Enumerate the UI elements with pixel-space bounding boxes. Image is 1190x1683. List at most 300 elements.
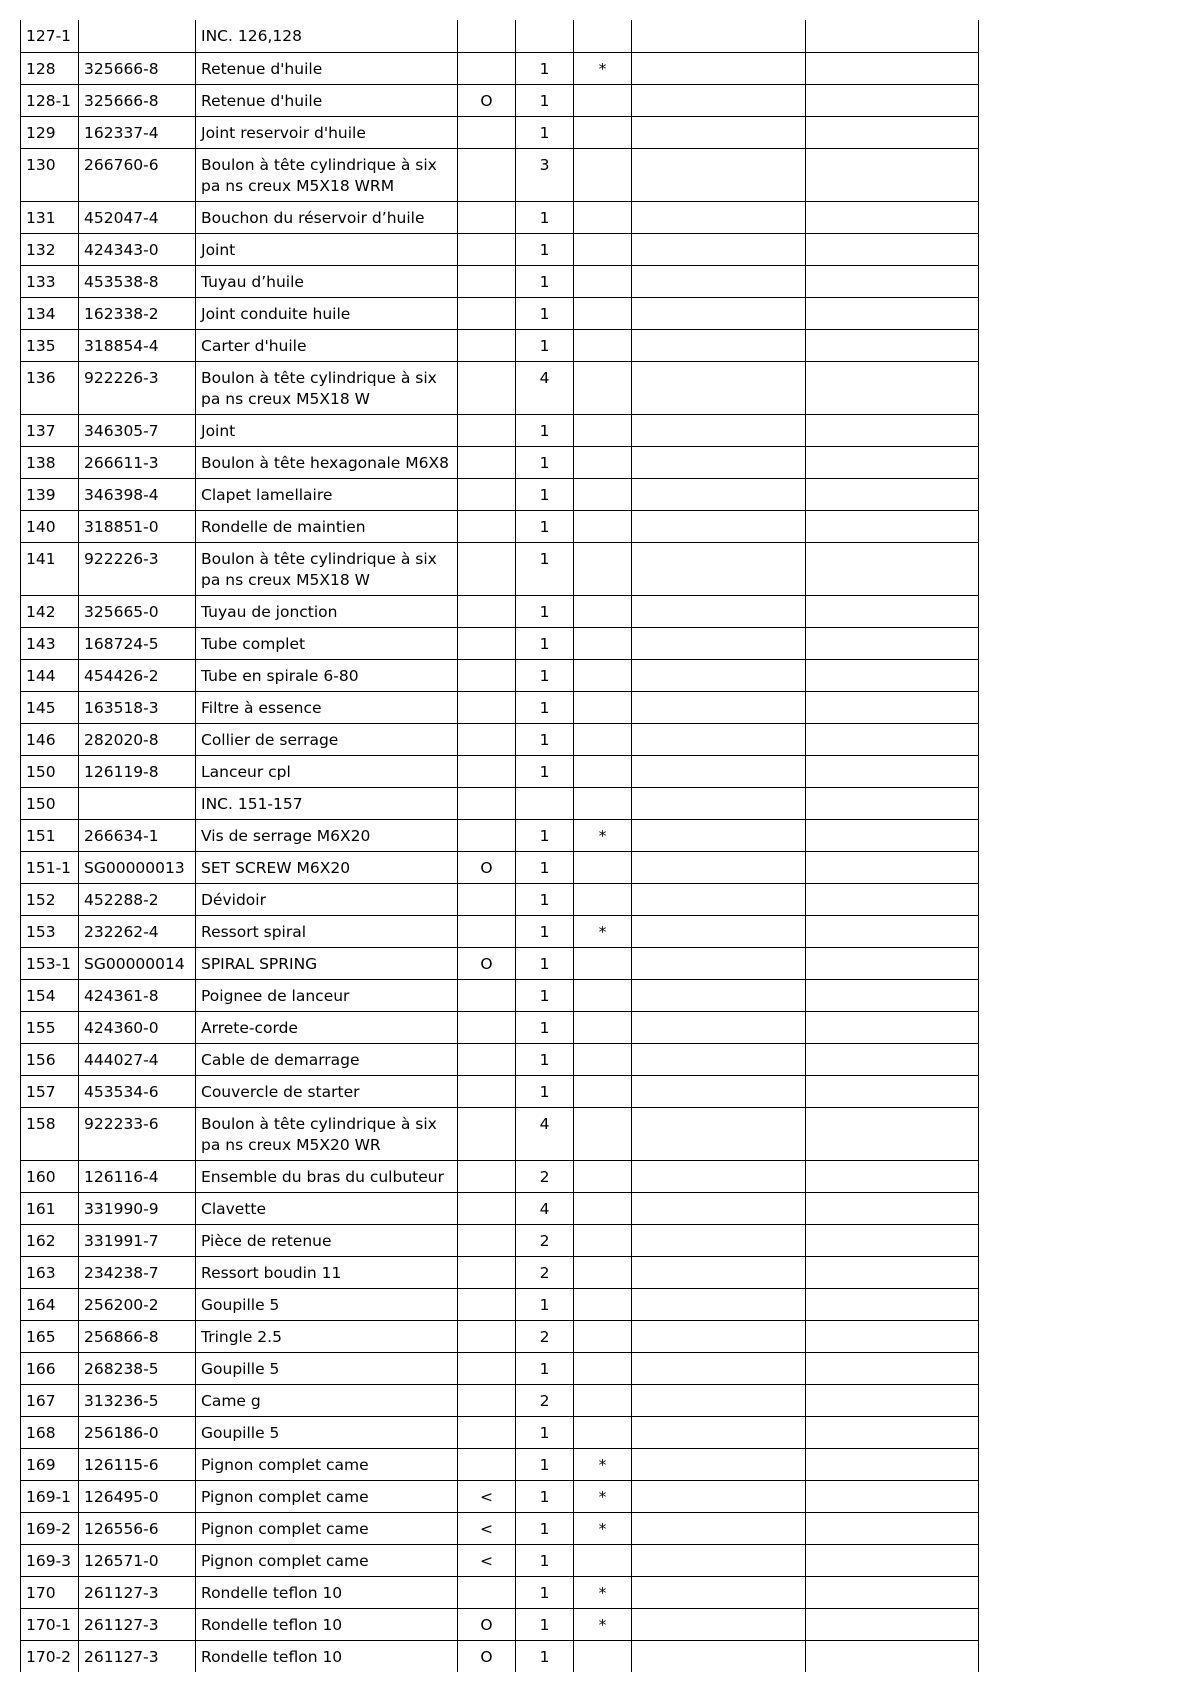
- part-number-cell: 261127-3: [79, 1576, 196, 1608]
- empty-cell: [632, 1256, 806, 1288]
- quantity-cell: 1: [516, 1075, 574, 1107]
- description-cell: Filtre à essence: [196, 691, 458, 723]
- part-number-cell: 234238-7: [79, 1256, 196, 1288]
- empty-cell: [806, 1043, 979, 1075]
- option-cell: O: [458, 1608, 516, 1640]
- option-cell: [458, 819, 516, 851]
- option-cell: [458, 1011, 516, 1043]
- description-cell: Rondelle teflon 10: [196, 1608, 458, 1640]
- mark-cell: [574, 1192, 632, 1224]
- description-cell: Boulon à tête cylindrique à six pa ns creux M5X18 W: [196, 542, 458, 595]
- part-number-cell: 452047-4: [79, 201, 196, 233]
- description-cell: Tube en spirale 6-80: [196, 659, 458, 691]
- quantity-cell: 1: [516, 1448, 574, 1480]
- empty-cell: [806, 819, 979, 851]
- empty-cell: [632, 542, 806, 595]
- part-number-cell: 444027-4: [79, 1043, 196, 1075]
- mark-cell: [574, 148, 632, 201]
- mark-cell: [574, 595, 632, 627]
- item-number-cell: 141: [21, 542, 79, 595]
- mark-cell: [574, 755, 632, 787]
- description-cell: Clapet lamellaire: [196, 478, 458, 510]
- quantity-cell: 1: [516, 233, 574, 265]
- empty-cell: [632, 723, 806, 755]
- quantity-cell: 1: [516, 819, 574, 851]
- item-number-cell: 163: [21, 1256, 79, 1288]
- option-cell: [458, 1416, 516, 1448]
- item-number-cell: 151: [21, 819, 79, 851]
- table-row: [21, 819, 979, 851]
- part-number-cell: 454426-2: [79, 659, 196, 691]
- item-number-cell: 135: [21, 329, 79, 361]
- part-number-cell: 268238-5: [79, 1352, 196, 1384]
- part-number-cell: 126116-4: [79, 1160, 196, 1192]
- empty-cell: [632, 1640, 806, 1672]
- table-row: [21, 1011, 979, 1043]
- mark-cell: [574, 1416, 632, 1448]
- mark-cell: [574, 233, 632, 265]
- empty-cell: [806, 1608, 979, 1640]
- quantity-cell: 1: [516, 1416, 574, 1448]
- table-row: [21, 1512, 979, 1544]
- description-cell: Goupille 5: [196, 1416, 458, 1448]
- table-row: [21, 1576, 979, 1608]
- mark-cell: [574, 1320, 632, 1352]
- mark-cell: [574, 201, 632, 233]
- option-cell: [458, 1160, 516, 1192]
- empty-cell: [806, 148, 979, 201]
- item-number-cell: 161: [21, 1192, 79, 1224]
- description-cell: Collier de serrage: [196, 723, 458, 755]
- empty-cell: [632, 1608, 806, 1640]
- empty-cell: [806, 20, 979, 52]
- empty-cell: [806, 414, 979, 446]
- table-row: [21, 361, 979, 414]
- item-number-cell: 162: [21, 1224, 79, 1256]
- part-number-cell: 126119-8: [79, 755, 196, 787]
- part-number-cell: 325666-8: [79, 84, 196, 116]
- mark-cell: [574, 851, 632, 883]
- quantity-cell: 1: [516, 116, 574, 148]
- quantity-cell: 1: [516, 1640, 574, 1672]
- option-cell: [458, 787, 516, 819]
- quantity-cell: 1: [516, 1043, 574, 1075]
- item-number-cell: 168: [21, 1416, 79, 1448]
- item-number-cell: 169-1: [21, 1480, 79, 1512]
- option-cell: [458, 1192, 516, 1224]
- quantity-cell: 1: [516, 478, 574, 510]
- description-cell: SPIRAL SPRING: [196, 947, 458, 979]
- item-number-cell: 137: [21, 414, 79, 446]
- option-cell: [458, 1320, 516, 1352]
- part-number-cell: 453538-8: [79, 265, 196, 297]
- part-number-cell: 261127-3: [79, 1640, 196, 1672]
- part-number-cell: [79, 20, 196, 52]
- quantity-cell: 1: [516, 414, 574, 446]
- table-row: [21, 116, 979, 148]
- part-number-cell: SG00000014: [79, 947, 196, 979]
- item-number-cell: 150: [21, 787, 79, 819]
- part-number-cell: 232262-4: [79, 915, 196, 947]
- quantity-cell: 1: [516, 1288, 574, 1320]
- item-number-cell: 136: [21, 361, 79, 414]
- option-cell: [458, 1043, 516, 1075]
- empty-cell: [806, 265, 979, 297]
- table-row: [21, 20, 979, 52]
- empty-cell: [632, 1576, 806, 1608]
- option-cell: [458, 659, 516, 691]
- mark-cell: [574, 265, 632, 297]
- empty-cell: [806, 329, 979, 361]
- part-number-cell: SG00000013: [79, 851, 196, 883]
- part-number-cell: 331991-7: [79, 1224, 196, 1256]
- table-row: [21, 265, 979, 297]
- quantity-cell: 1: [516, 84, 574, 116]
- empty-cell: [632, 1448, 806, 1480]
- empty-cell: [806, 915, 979, 947]
- table-row: [21, 851, 979, 883]
- option-cell: [458, 1384, 516, 1416]
- description-cell: Boulon à tête hexagonale M6X8: [196, 446, 458, 478]
- mark-cell: *: [574, 1576, 632, 1608]
- mark-cell: [574, 1384, 632, 1416]
- table-row: [21, 1043, 979, 1075]
- part-number-cell: 331990-9: [79, 1192, 196, 1224]
- table-row: [21, 1544, 979, 1576]
- empty-cell: [632, 1224, 806, 1256]
- empty-cell: [806, 1288, 979, 1320]
- item-number-cell: 155: [21, 1011, 79, 1043]
- quantity-cell: 1: [516, 979, 574, 1011]
- mark-cell: *: [574, 1448, 632, 1480]
- part-number-cell: 266760-6: [79, 148, 196, 201]
- description-cell: INC. 126,128: [196, 20, 458, 52]
- item-number-cell: 130: [21, 148, 79, 201]
- empty-cell: [632, 148, 806, 201]
- empty-cell: [806, 1075, 979, 1107]
- quantity-cell: 1: [516, 595, 574, 627]
- description-cell: Bouchon du réservoir d’huile: [196, 201, 458, 233]
- empty-cell: [632, 819, 806, 851]
- empty-cell: [632, 1192, 806, 1224]
- item-number-cell: 132: [21, 233, 79, 265]
- table-row: [21, 148, 979, 201]
- option-cell: O: [458, 947, 516, 979]
- item-number-cell: 139: [21, 478, 79, 510]
- empty-cell: [632, 979, 806, 1011]
- option-cell: [458, 915, 516, 947]
- quantity-cell: 1: [516, 1352, 574, 1384]
- empty-cell: [806, 201, 979, 233]
- table-row: [21, 1075, 979, 1107]
- mark-cell: [574, 329, 632, 361]
- description-cell: INC. 151-157: [196, 787, 458, 819]
- mark-cell: [574, 787, 632, 819]
- description-cell: Joint conduite huile: [196, 297, 458, 329]
- part-number-cell: 282020-8: [79, 723, 196, 755]
- item-number-cell: 169: [21, 1448, 79, 1480]
- quantity-cell: 1: [516, 723, 574, 755]
- empty-cell: [806, 1256, 979, 1288]
- empty-cell: [806, 659, 979, 691]
- quantity-cell: 1: [516, 755, 574, 787]
- part-number-cell: 346305-7: [79, 414, 196, 446]
- description-cell: Pignon complet came: [196, 1544, 458, 1576]
- part-number-cell: 318851-0: [79, 510, 196, 542]
- quantity-cell: 2: [516, 1320, 574, 1352]
- empty-cell: [632, 947, 806, 979]
- item-number-cell: 158: [21, 1107, 79, 1160]
- empty-cell: [806, 1416, 979, 1448]
- description-cell: Tuyau de jonction: [196, 595, 458, 627]
- empty-cell: [806, 691, 979, 723]
- part-number-cell: 256200-2: [79, 1288, 196, 1320]
- empty-cell: [632, 787, 806, 819]
- table-row: [21, 201, 979, 233]
- quantity-cell: 1: [516, 297, 574, 329]
- mark-cell: [574, 116, 632, 148]
- mark-cell: [574, 1107, 632, 1160]
- table-row: [21, 723, 979, 755]
- part-number-cell: 261127-3: [79, 1608, 196, 1640]
- table-row: [21, 947, 979, 979]
- item-number-cell: 129: [21, 116, 79, 148]
- option-cell: [458, 414, 516, 446]
- description-cell: Tube complet: [196, 627, 458, 659]
- part-number-cell: 266611-3: [79, 446, 196, 478]
- item-number-cell: 138: [21, 446, 79, 478]
- mark-cell: [574, 1160, 632, 1192]
- description-cell: Rondelle teflon 10: [196, 1640, 458, 1672]
- empty-cell: [806, 510, 979, 542]
- mark-cell: [574, 84, 632, 116]
- item-number-cell: 134: [21, 297, 79, 329]
- empty-cell: [806, 1320, 979, 1352]
- empty-cell: [632, 297, 806, 329]
- empty-cell: [806, 723, 979, 755]
- empty-cell: [806, 883, 979, 915]
- empty-cell: [632, 116, 806, 148]
- empty-cell: [632, 1043, 806, 1075]
- empty-cell: [632, 329, 806, 361]
- empty-cell: [806, 361, 979, 414]
- table-row: [21, 1352, 979, 1384]
- part-number-cell: 126495-0: [79, 1480, 196, 1512]
- mark-cell: [574, 1224, 632, 1256]
- mark-cell: [574, 883, 632, 915]
- mark-cell: [574, 947, 632, 979]
- empty-cell: [632, 755, 806, 787]
- mark-cell: [574, 723, 632, 755]
- item-number-cell: 154: [21, 979, 79, 1011]
- empty-cell: [806, 1384, 979, 1416]
- option-cell: <: [458, 1480, 516, 1512]
- empty-cell: [632, 1288, 806, 1320]
- option-cell: [458, 148, 516, 201]
- description-cell: Retenue d'huile: [196, 84, 458, 116]
- table-row: [21, 233, 979, 265]
- quantity-cell: 1: [516, 947, 574, 979]
- quantity-cell: 3: [516, 148, 574, 201]
- item-number-cell: 152: [21, 883, 79, 915]
- table-row: [21, 755, 979, 787]
- description-cell: Ensemble du bras du culbuteur: [196, 1160, 458, 1192]
- description-cell: Boulon à tête cylindrique à six pa ns creux M5X18 W: [196, 361, 458, 414]
- option-cell: [458, 1288, 516, 1320]
- table-row: [21, 691, 979, 723]
- part-number-cell: 453534-6: [79, 1075, 196, 1107]
- mark-cell: [574, 627, 632, 659]
- description-cell: Clavette: [196, 1192, 458, 1224]
- description-cell: Lanceur cpl: [196, 755, 458, 787]
- description-cell: Pignon complet came: [196, 1512, 458, 1544]
- mark-cell: [574, 1640, 632, 1672]
- option-cell: <: [458, 1544, 516, 1576]
- table-row: [21, 659, 979, 691]
- quantity-cell: 4: [516, 1107, 574, 1160]
- mark-cell: [574, 1544, 632, 1576]
- option-cell: O: [458, 851, 516, 883]
- table-row: [21, 297, 979, 329]
- option-cell: [458, 1107, 516, 1160]
- item-number-cell: 153: [21, 915, 79, 947]
- mark-cell: [574, 361, 632, 414]
- item-number-cell: 128: [21, 52, 79, 84]
- table-row: [21, 1416, 979, 1448]
- quantity-cell: 4: [516, 1192, 574, 1224]
- mark-cell: *: [574, 1512, 632, 1544]
- empty-cell: [632, 201, 806, 233]
- empty-cell: [632, 851, 806, 883]
- mark-cell: [574, 20, 632, 52]
- description-cell: Ressort spiral: [196, 915, 458, 947]
- quantity-cell: 1: [516, 265, 574, 297]
- table-row: [21, 787, 979, 819]
- empty-cell: [632, 233, 806, 265]
- description-cell: Carter d'huile: [196, 329, 458, 361]
- item-number-cell: 127-1: [21, 20, 79, 52]
- quantity-cell: 1: [516, 1608, 574, 1640]
- empty-cell: [632, 627, 806, 659]
- option-cell: [458, 1075, 516, 1107]
- empty-cell: [806, 1544, 979, 1576]
- empty-cell: [632, 446, 806, 478]
- empty-cell: [806, 1640, 979, 1672]
- quantity-cell: [516, 787, 574, 819]
- part-number-cell: 318854-4: [79, 329, 196, 361]
- empty-cell: [806, 595, 979, 627]
- parts-list-table: [20, 20, 979, 1672]
- empty-cell: [806, 979, 979, 1011]
- mark-cell: *: [574, 1480, 632, 1512]
- part-number-cell: 346398-4: [79, 478, 196, 510]
- description-cell: Came g: [196, 1384, 458, 1416]
- mark-cell: [574, 1075, 632, 1107]
- empty-cell: [806, 542, 979, 595]
- description-cell: Goupille 5: [196, 1288, 458, 1320]
- table-row: [21, 510, 979, 542]
- empty-cell: [806, 1576, 979, 1608]
- quantity-cell: 1: [516, 542, 574, 595]
- mark-cell: *: [574, 52, 632, 84]
- table-row: [21, 1160, 979, 1192]
- empty-cell: [632, 883, 806, 915]
- description-cell: Tringle 2.5: [196, 1320, 458, 1352]
- empty-cell: [632, 84, 806, 116]
- item-number-cell: 143: [21, 627, 79, 659]
- description-cell: Retenue d'huile: [196, 52, 458, 84]
- item-number-cell: 165: [21, 1320, 79, 1352]
- item-number-cell: 144: [21, 659, 79, 691]
- option-cell: [458, 1256, 516, 1288]
- part-number-cell: 126556-6: [79, 1512, 196, 1544]
- quantity-cell: 1: [516, 1576, 574, 1608]
- empty-cell: [632, 595, 806, 627]
- item-number-cell: 157: [21, 1075, 79, 1107]
- table-row: [21, 1107, 979, 1160]
- empty-cell: [806, 1480, 979, 1512]
- table-row: [21, 1192, 979, 1224]
- table-row: [21, 84, 979, 116]
- mark-cell: [574, 478, 632, 510]
- description-cell: Joint reservoir d'huile: [196, 116, 458, 148]
- item-number-cell: 164: [21, 1288, 79, 1320]
- description-cell: Boulon à tête cylindrique à six pa ns creux M5X18 WRM: [196, 148, 458, 201]
- empty-cell: [632, 20, 806, 52]
- description-cell: Rondelle de maintien: [196, 510, 458, 542]
- table-row: [21, 1480, 979, 1512]
- empty-cell: [632, 915, 806, 947]
- option-cell: [458, 20, 516, 52]
- empty-cell: [806, 627, 979, 659]
- quantity-cell: 1: [516, 446, 574, 478]
- item-number-cell: 146: [21, 723, 79, 755]
- empty-cell: [632, 414, 806, 446]
- quantity-cell: 1: [516, 659, 574, 691]
- item-number-cell: 131: [21, 201, 79, 233]
- description-cell: Joint: [196, 233, 458, 265]
- empty-cell: [806, 1352, 979, 1384]
- quantity-cell: 1: [516, 1011, 574, 1043]
- item-number-cell: 151-1: [21, 851, 79, 883]
- empty-cell: [632, 1352, 806, 1384]
- table-row: [21, 414, 979, 446]
- empty-cell: [806, 1192, 979, 1224]
- empty-cell: [632, 691, 806, 723]
- item-number-cell: 153-1: [21, 947, 79, 979]
- part-number-cell: 424361-8: [79, 979, 196, 1011]
- empty-cell: [632, 265, 806, 297]
- description-cell: Boulon à tête cylindrique à six pa ns creux M5X20 WR: [196, 1107, 458, 1160]
- empty-cell: [806, 1160, 979, 1192]
- part-number-cell: [79, 787, 196, 819]
- item-number-cell: 128-1: [21, 84, 79, 116]
- mark-cell: [574, 691, 632, 723]
- item-number-cell: 140: [21, 510, 79, 542]
- description-cell: Poignee de lanceur: [196, 979, 458, 1011]
- empty-cell: [806, 1011, 979, 1043]
- part-number-cell: 325666-8: [79, 52, 196, 84]
- item-number-cell: 170-1: [21, 1608, 79, 1640]
- table-row: [21, 627, 979, 659]
- table-row: [21, 52, 979, 84]
- part-number-cell: 922226-3: [79, 361, 196, 414]
- option-cell: [458, 361, 516, 414]
- option-cell: [458, 265, 516, 297]
- option-cell: [458, 1448, 516, 1480]
- option-cell: [458, 723, 516, 755]
- part-number-cell: 313236-5: [79, 1384, 196, 1416]
